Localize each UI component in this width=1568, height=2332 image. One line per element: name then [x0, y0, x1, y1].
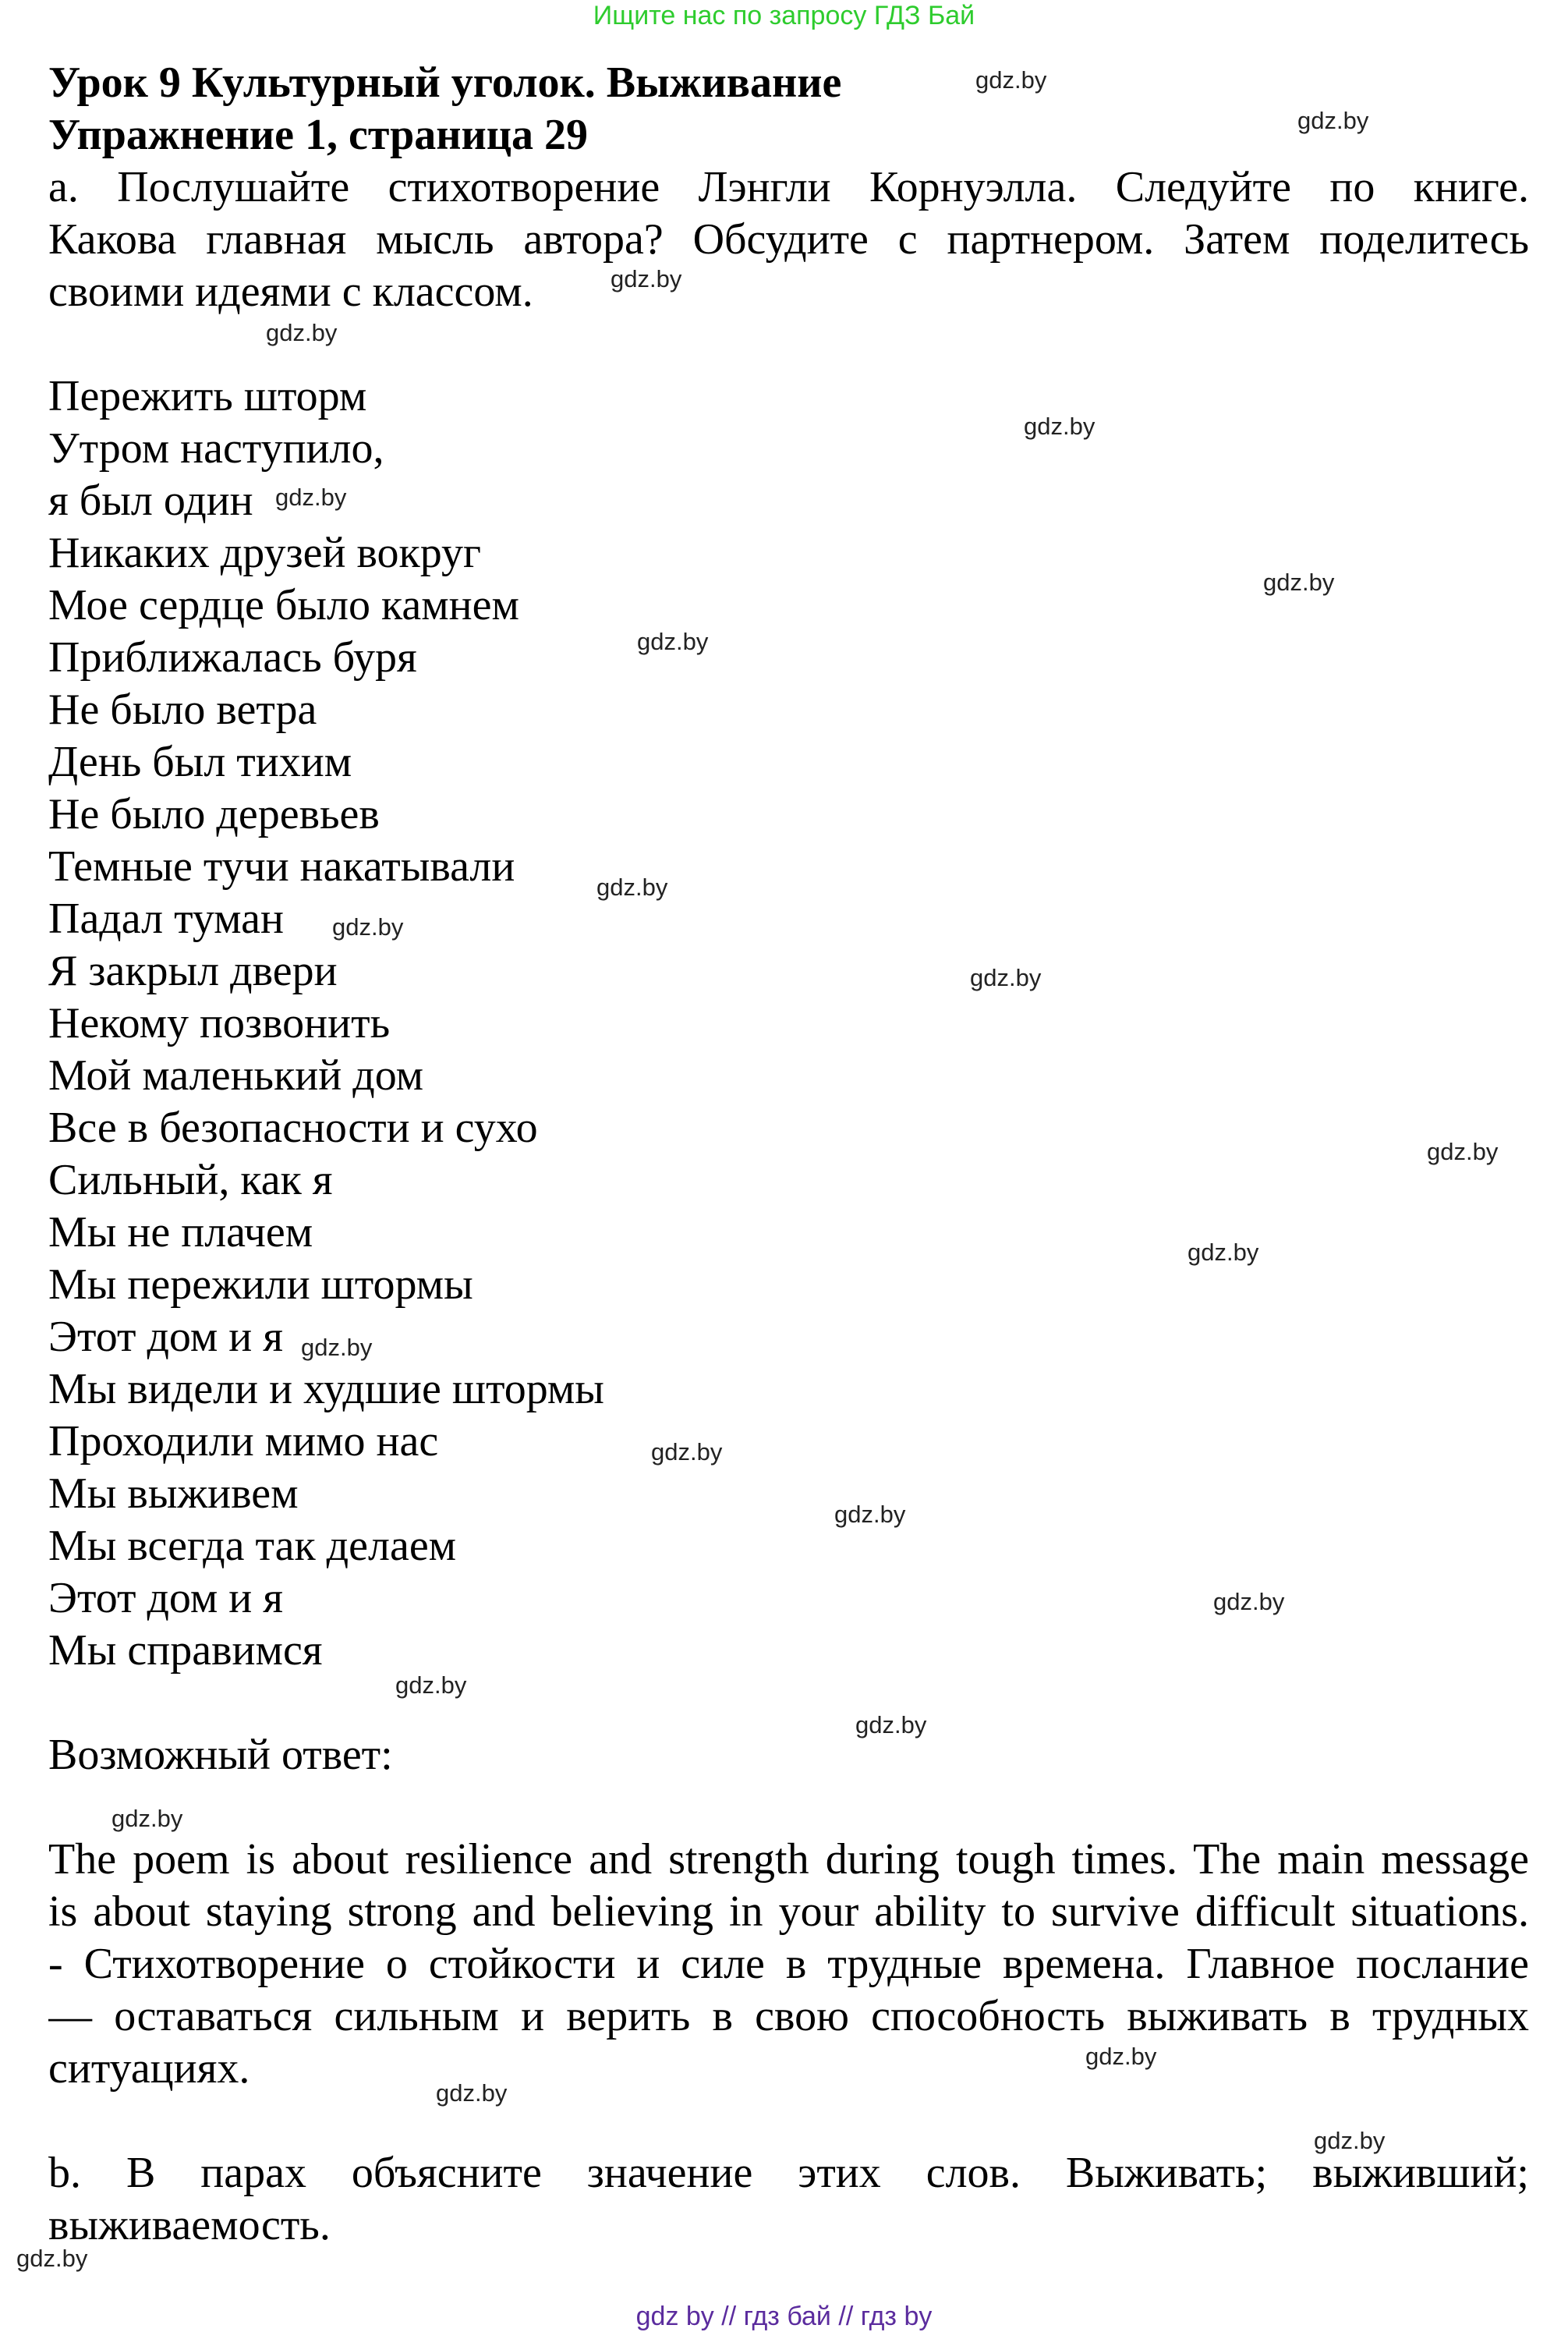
poem-line: Мы выживем: [48, 1469, 299, 1518]
watermark: gdz.by: [975, 66, 1047, 94]
watermark: gdz.by: [1213, 1588, 1285, 1615]
poem-line: Сильный, как я: [48, 1156, 333, 1204]
watermark: gdz.by: [1427, 1138, 1499, 1165]
answer-label: Возможный ответ:: [48, 1731, 393, 1779]
poem-line: Мы видели и худшие штормы: [48, 1365, 604, 1413]
answer-line: The poem is about resilience and strength during tough times. The main message: [48, 1835, 1529, 1884]
watermark: gdz.by: [1024, 413, 1095, 440]
watermark: gdz.by: [1263, 569, 1335, 596]
watermark: gdz.by: [301, 1334, 373, 1361]
page-title: Урок 9 Культурный уголок. Выживание: [48, 58, 842, 107]
watermark: gdz.by: [834, 1501, 906, 1528]
watermark: gdz.by: [1314, 2127, 1386, 2154]
watermark: gdz.by: [395, 1671, 467, 1699]
watermark: gdz.by: [1188, 1239, 1259, 1266]
poem-line: Мое сердце было камнем: [48, 581, 519, 629]
poem-line: я был один: [48, 477, 253, 525]
watermark: gdz.by: [266, 319, 338, 346]
spacer: [48, 2095, 1529, 2147]
poem-line: Утром наступило,: [48, 424, 384, 473]
watermark: gdz.by: [970, 964, 1042, 991]
watermark: gdz.by: [637, 628, 709, 655]
answer-line: ситуациях.: [48, 2044, 250, 2093]
answer-line: — оставаться сильным и верить в свою способность выживать в трудных: [48, 1992, 1529, 2040]
watermark: gdz.by: [596, 874, 668, 901]
watermark: gdz.by: [1085, 2043, 1157, 2070]
search-banner[interactable]: Ищите нас по запросу ГДЗ Бай: [593, 1, 975, 30]
poem-line: Я закрыл двери: [48, 947, 338, 995]
poem-line: Приближалась буря: [48, 633, 417, 682]
poem-line: Падал туман: [48, 895, 284, 943]
poem-line: Мы справимся: [48, 1626, 323, 1675]
spacer: [48, 1677, 1529, 1729]
task-a-line: a. Послушайте стихотворение Лэнгли Корнуэлла. Следуйте по книге.: [48, 163, 1529, 211]
watermark: gdz.by: [275, 484, 347, 511]
task-b-line: выживаемость.: [48, 2201, 331, 2249]
poem-line: Все в безопасности и сухо: [48, 1104, 538, 1152]
watermark: gdz.by: [111, 1805, 183, 1832]
footer-links[interactable]: gdz by // гдз бай // гдз by: [635, 2302, 933, 2331]
watermark: gdz.by: [16, 2245, 88, 2272]
watermark: gdz.by: [1297, 107, 1369, 134]
answer-line: - Стихотворение о стойкости и силе в трудные времена. Главное послание: [48, 1940, 1529, 1988]
document-body: [48, 57, 1529, 2252]
task-b-line: b. В парах объясните значение этих слов. Выживать; выживший;: [48, 2149, 1529, 2197]
poem-line: Мы пережили штормы: [48, 1260, 473, 1309]
poem-line: Этот дом и я: [48, 1574, 284, 1622]
poem-line: Никаких друзей вокруг: [48, 529, 481, 577]
poem: [48, 370, 1529, 1677]
answer-line: is about staying strong and believing in your ability to survive difficult situations.: [48, 1887, 1529, 1936]
poem-line: Мы не плачем: [48, 1208, 313, 1256]
watermark: gdz.by: [436, 2079, 508, 2107]
poem-line: Проходили мимо нас: [48, 1417, 439, 1465]
poem-line: Пережить шторм: [48, 372, 367, 420]
poem-line: Некому позвонить: [48, 999, 391, 1047]
poem-line: День был тихим: [48, 738, 352, 786]
watermark: gdz.by: [651, 1438, 723, 1465]
watermark: gdz.by: [855, 1711, 927, 1738]
task-a-line: своими идеями с классом.: [48, 268, 533, 316]
watermark: gdz.by: [332, 913, 404, 941]
poem-line: Мы всегда так делаем: [48, 1522, 457, 1570]
task-a-line: Какова главная мысль автора? Обсудите с партнером. Затем поделитесь: [48, 215, 1529, 264]
poem-line: Этот дом и я: [48, 1313, 284, 1361]
poem-line: Не было ветра: [48, 686, 317, 734]
watermark: gdz.by: [611, 265, 682, 292]
exercise-title: Упражнение 1, страница 29: [48, 111, 589, 159]
spacer: [48, 1781, 1529, 1834]
poem-line: Мой маленький дом: [48, 1051, 424, 1100]
poem-line: Не было деревьев: [48, 790, 380, 838]
poem-line: Темные тучи накатывали: [48, 842, 515, 891]
